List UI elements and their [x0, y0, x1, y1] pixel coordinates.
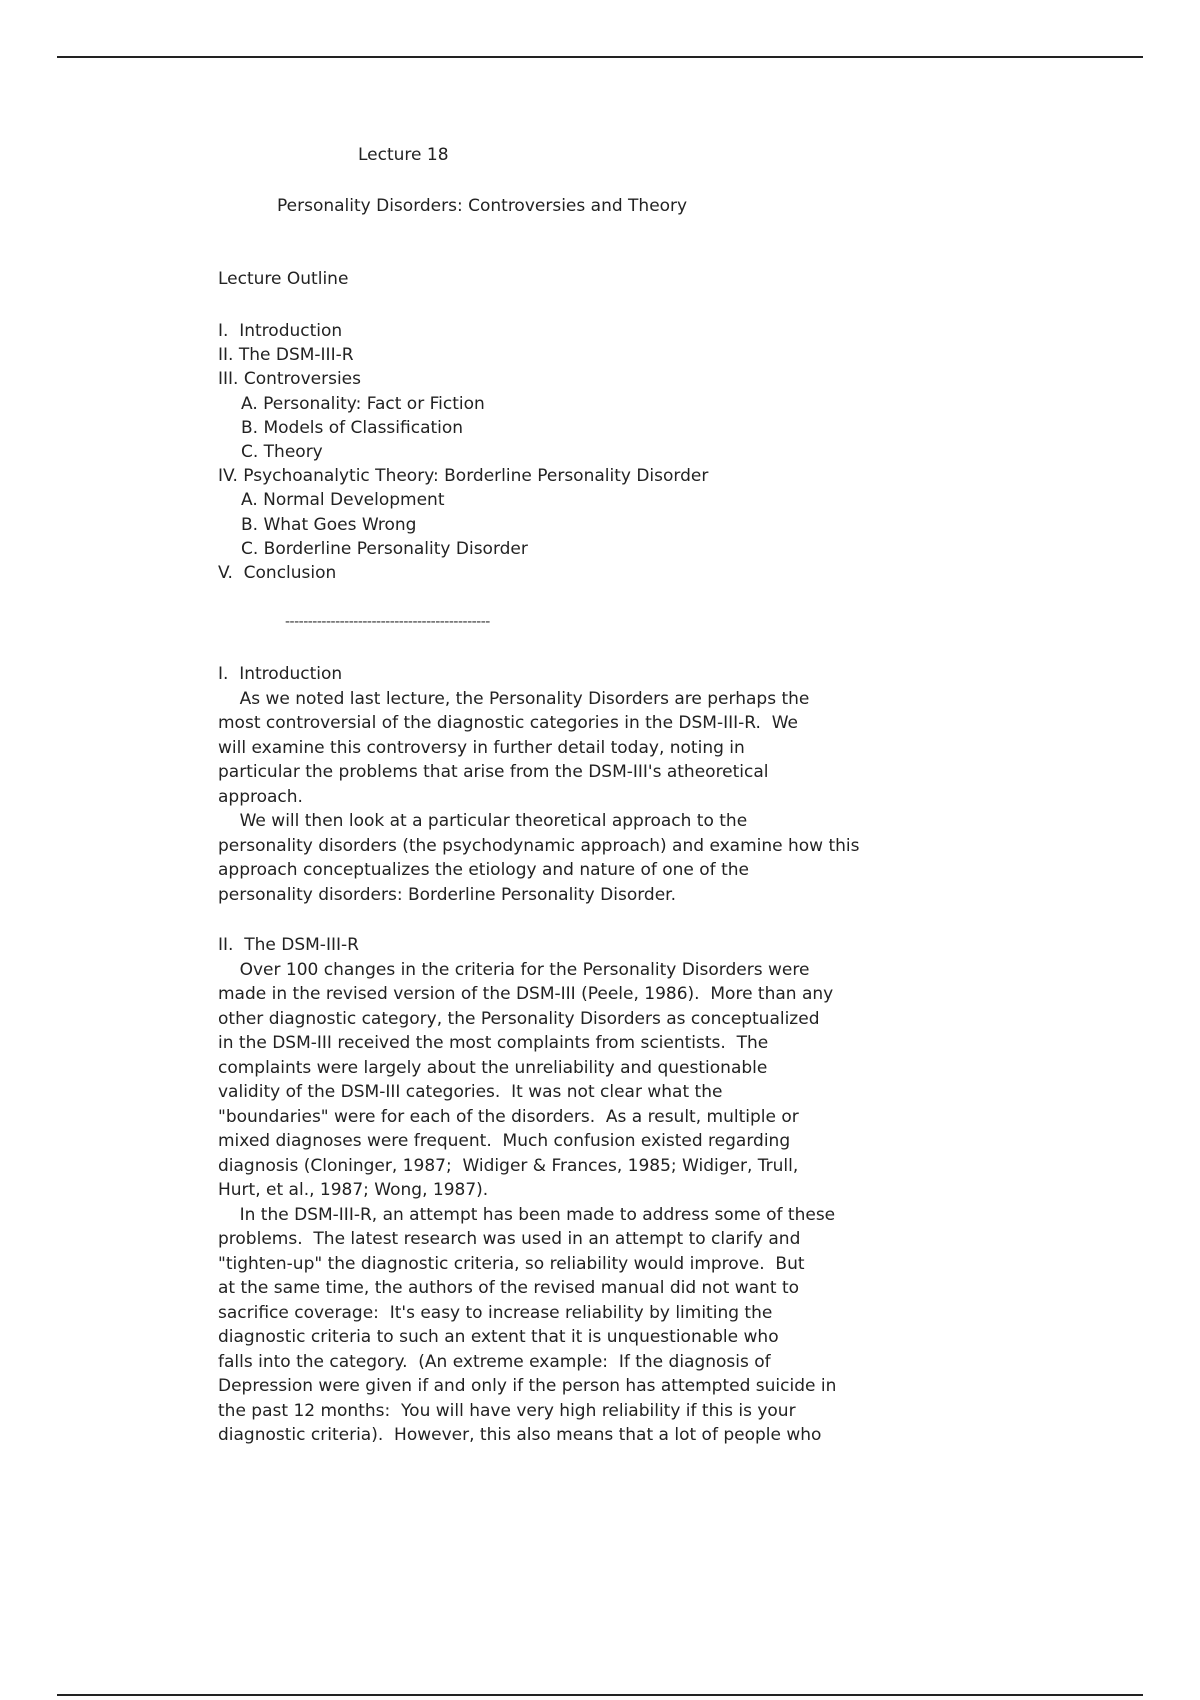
paragraph-line: As we noted last lecture, the Personality Disorders are perhaps the [218, 688, 810, 709]
paragraph-line: diagnostic criteria). However, this also means that a lot of people who [218, 1425, 822, 1445]
paragraph-line: particular the problems that arise from the DSM-III's atheoretical [218, 762, 769, 782]
paragraph-line: validity of the DSM-III categories. It was not clear what the [218, 1082, 723, 1102]
bottom-rule [57, 1694, 1143, 1696]
paragraph-line: falls into the category. (An extreme example: If the diagnosis of [218, 1351, 771, 1372]
top-rule [57, 56, 1143, 58]
outline-subitem: A. Personality: Fact or Fiction [241, 393, 485, 414]
outline-item: IV. Psychoanalytic Theory: Borderline Personality Disorder [218, 466, 709, 487]
section-heading: I. Introduction [218, 664, 343, 684]
paragraph-line: "boundaries" were for each of the disorders. As a result, multiple or [218, 1106, 799, 1127]
outline-item: I. Introduction [218, 321, 343, 341]
outline-heading: Lecture Outline [218, 269, 349, 289]
paragraph-line: "tighten-up" the diagnostic criteria, so reliability would improve. But [218, 1253, 805, 1274]
outline-item: III. Controversies [218, 369, 361, 390]
paragraph-line: personality disorders: Borderline Personality Disorder. [218, 884, 676, 905]
page-subtitle: Personality Disorders: Controversies and Theory [277, 196, 688, 216]
outline-subitem: C. Theory [241, 442, 323, 463]
outline-subitem: B. Models of Classification [241, 417, 464, 438]
outline-subitem: A. Normal Development [241, 490, 445, 511]
paragraph-line: In the DSM-III-R, an attempt has been made to address some of these [218, 1204, 836, 1225]
paragraph-line: We will then look at a particular theoretical approach to the [218, 811, 748, 831]
outline-item: V. Conclusion [218, 563, 337, 584]
outline-list [218, 319, 708, 585]
paragraph-line: Over 100 changes in the criteria for the Personality Disorders were [218, 959, 810, 980]
paragraph-line: most controversial of the diagnostic categories in the DSM-III-R. We [218, 713, 798, 733]
paragraph-line: Depression were given if and only if the person has attempted suicide in [218, 1376, 837, 1396]
paragraph-line: in the DSM-III received the most complaints from scientists. The [218, 1033, 769, 1053]
paragraph-line: will examine this controversy in further detail today, noting in [218, 737, 745, 758]
paragraph-line: personality disorders (the psychodynamic approach) and examine how this [218, 835, 860, 856]
paragraph-line: diagnosis (Cloninger, 1987; Widiger & Frances, 1985; Widiger, Trull, [218, 1155, 799, 1176]
outline-subitem: C. Borderline Personality Disorder [241, 538, 528, 559]
paragraph-line: Hurt, et al., 1987; Wong, 1987). [218, 1180, 489, 1200]
outline-subitem: B. What Goes Wrong [241, 514, 417, 535]
paragraph-line: complaints were largely about the unreliability and questionable [218, 1057, 768, 1078]
paragraph-line: approach conceptualizes the etiology and nature of one of the [218, 860, 749, 880]
paragraph-line: sacrifice coverage: It's easy to increase reliability by limiting the [218, 1302, 773, 1323]
outline-item: II. The DSM-III-R [218, 345, 354, 366]
paragraph-line: problems. The latest research was used in an attempt to clarify and [218, 1229, 801, 1249]
paragraph-line: approach. [218, 786, 303, 807]
paragraph-line: at the same time, the authors of the revised manual did not want to [218, 1278, 800, 1298]
introduction-section [218, 662, 860, 907]
section-heading: II. The DSM-III-R [218, 935, 359, 955]
dsm-section [218, 933, 836, 1448]
paragraph-line: mixed diagnoses were frequent. Much confusion existed regarding [218, 1131, 791, 1151]
section-divider: --------------------------------------------- [285, 614, 490, 630]
page-title: Lecture 18 [358, 145, 449, 165]
paragraph-line: made in the revised version of the DSM-III (Peele, 1986). More than any [218, 984, 834, 1004]
paragraph-line: diagnostic criteria to such an extent that it is unquestionable who [218, 1327, 779, 1347]
paragraph-line: the past 12 months: You will have very high reliability if this is your [218, 1400, 796, 1421]
paragraph-line: other diagnostic category, the Personality Disorders as conceptualized [218, 1008, 820, 1029]
